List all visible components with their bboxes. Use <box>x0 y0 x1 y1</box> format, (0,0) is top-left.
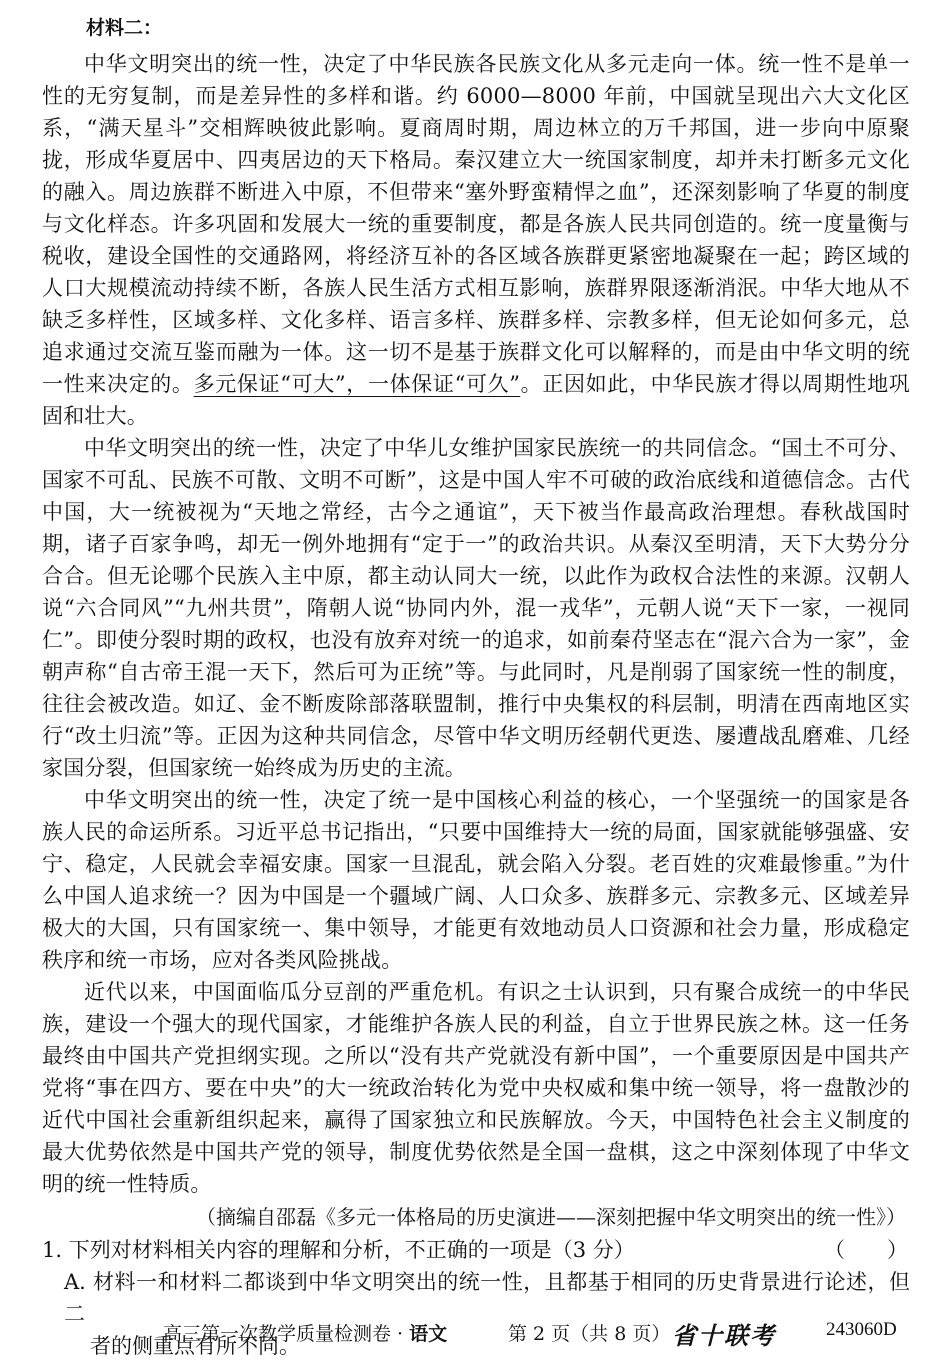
paragraph-4: 近代以来，中国面临瓜分豆剖的严重危机。有识之士认识到，只有聚合成统一的中华民族，建设一个强大的现代国家，才能维护各族人民的利益，自立于世界民族之林。这一任务最终由中国共产党担纲实现。之所以“没有共产党就没有新中国”，一个重要原因是中国共产党将“事在四方、要在中央”的大一统政治转化为党中央权威和集中统一领导，将一盘散沙的近代中国社会重新组织起来，赢得了国家独立和民族解放。今天，中国特色社会主义制度的最大优势依然是中国共产党的领导，制度优势依然是全国一盘棋，这之中深刻体现了中华文明的统一性特质。 <box>42 980 910 1196</box>
paragraph-2: 中华文明突出的统一性，决定了中华儿女维护国家民族统一的共同信念。“国土不可分、国家不可乱、民族不可散、文明不可断”，这是中国人牢不可破的政治底线和道德信念。古代中国，大一统被视为“天地之常经，古今之通谊”，天下被当作最高政治理想。春秋战国时期，诸子百家争鸣，却无一例外地拥有“定于一”的政治共识。从秦汉至明清，天下大势分分合合。但无论哪个民族入主中原，都主动认同大一统，以此作为政权合法性的来源。汉朝人说“六合同风”“九州共贯”，隋朝人说“协同内外，混一戎华”，元朝人说“天下一家，一视同仁”。即使分裂时期的政权，也没有放弃对统一的追求，如前秦苻坚志在“混六合为一家”，金朝声称“自古帝王混一天下，然后可为正统”等。与此同时，凡是削弱了国家统一性的制度，往往会被改造。如辽、金不断废除部落联盟制，推行中央集权的科层制，明清在西南地区实行“改土归流”等。正因为这种共同信念，尽管中华文明历经朝代更迭、屡遭战乱磨难、几经家国分裂，但国家统一始终成为历史的主流。 <box>42 436 910 780</box>
page-footer <box>0 1316 950 1350</box>
subject-name: 语文 <box>409 1323 448 1345</box>
material-heading: 材料二： <box>86 17 163 39</box>
brand-logo-text: 省十联考 <box>672 1322 776 1350</box>
exam-name: 高三第一次教学质量检测卷 · <box>163 1323 410 1345</box>
source-citation: （摘编自邵磊《多元一体格局的历史演进——深刻把握中华文明突出的统一性》） <box>196 1205 906 1229</box>
paragraph-1-tail: 。正因如此，中华民族才得以周期性地巩固和壮大。 <box>42 372 911 428</box>
option-a: A. 材料一和材料二都谈到中华文明突出的统一性，且都基于相同的历史背景进行论述，但二 <box>64 1270 910 1326</box>
underlined-sentence: 多元保证“可大”，一体保证“可久” <box>193 372 521 396</box>
document-page <box>42 14 910 1362</box>
paper-code: 243060D <box>826 1319 897 1340</box>
question-1 <box>42 1234 910 1266</box>
question-stem: 1. 下列对材料相关内容的理解和分析，不正确的一项是（3 分） <box>42 1238 635 1262</box>
footer-exam-title <box>163 1319 447 1346</box>
page-number: 第 2 页（共 8 页） <box>508 1323 671 1345</box>
paragraph-1-text: 中华文明突出的统一性，决定了中华民族各民族文化从多元走向一体。统一性不是单一性的无穷复制，而是差异性的多样和谐。约 6000—8000 年前，中国就呈现出六大文化区系，“满天星斗”交相辉映彼此影响。夏商周时期，周边林立的万千邦国，进一步向中原聚拢，形成华夏居中、四夷居边的天下格局。秦汉建立大一统国家制度，却并未打断多元文化的融入。周边族群不断进入中原，不但带来“塞外野蛮精悍之血”，还深刻影响了华夏的制度与文化样态。许多巩固和发展大一统的重要制度，都是各族人民共同创造的。统一度量衡与税收，建设全国性的交通路网，将经济互补的各区域各族群更紧密地凝聚在一起；跨区域的人口大规模流动持续不断，各族人民生活方式相互影响，族群界限逐渐消泯。中华大地从不缺乏多样性，区域多样、文化多样、语言多样、族群多样、宗教多样，但无论如何多元，总追求通过交流互鉴而融为一体。这一切不是基于族群文化可以解释的，而是由中华文明的统一性来决定的。 <box>42 52 910 396</box>
answer-blank: （ ） <box>824 1238 908 1262</box>
option-a-continued: 者的侧重点有所不同。 <box>90 1334 300 1358</box>
paragraph-3: 中华文明突出的统一性，决定了统一是中国核心利益的核心，一个坚强统一的国家是各族人民的命运所系。习近平总书记指出，“只要中国维持大一统的局面，国家就能够强盛、安宁、稳定，人民就会幸福安康。国家一旦混乱，就会陷入分裂。老百姓的灾难最惨重。”为什么中国人追求统一？因为中国是一个疆域广阔、人口众多、族群多元、宗教多元、区域差异极大的大国，只有国家统一、集中领导，才能更有效地动员人口资源和社会力量，形成稳定秩序和统一市场，应对各类风险挑战。 <box>42 788 910 972</box>
paragraph-1 <box>42 48 910 432</box>
